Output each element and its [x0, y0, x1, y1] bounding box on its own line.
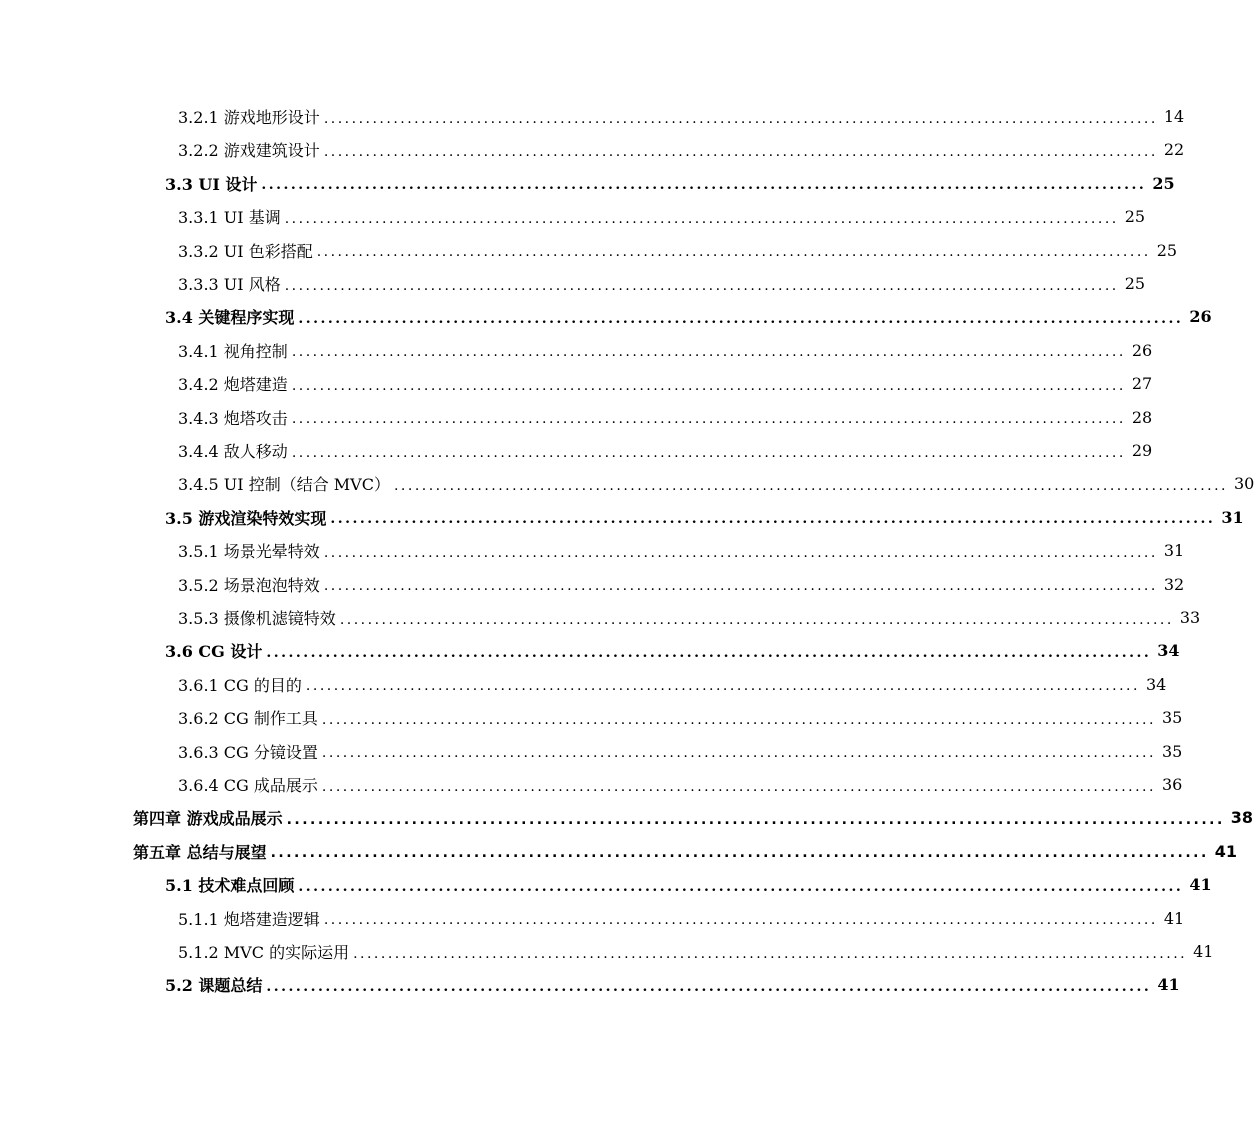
dot-leader: ........................................................................................................................ — [266, 978, 1152, 995]
toc-entry-page-number: 32 — [1163, 574, 1185, 594]
toc-entry-page-number: 36 — [1161, 775, 1183, 794]
toc-entry-page-number: 28 — [1131, 407, 1153, 427]
toc-entry[interactable] — [178, 701, 1183, 734]
dot-leader: ........................................................................................................................ — [330, 511, 1216, 528]
toc-entry-title: 3.4 关键程序实现 — [165, 308, 295, 328]
dot-leader: ........................................................................................................................ — [286, 811, 1225, 828]
toc-entry-page-number: 35 — [1161, 708, 1183, 728]
toc-entry[interactable] — [165, 167, 1175, 200]
toc-entry-page-number: 29 — [1131, 441, 1153, 460]
toc-entry[interactable] — [178, 668, 1167, 701]
dot-leader: ........................................................................................................................ — [321, 711, 1156, 728]
toc-entry-page-number: 41 — [1214, 841, 1238, 861]
toc-entry-page-number: 41 — [1189, 875, 1212, 895]
toc-entry-title: 5.1.1 炮塔建造逻辑 — [178, 909, 320, 929]
dot-leader: ........................................................................................................................ — [291, 344, 1126, 361]
toc-entry-page-number: 14 — [1163, 107, 1185, 126]
dot-leader: ........................................................................................................................ — [305, 678, 1140, 695]
dot-leader: ........................................................................................................................ — [291, 377, 1126, 394]
toc-entry-title: 3.4.1 视角控制 — [178, 341, 288, 361]
toc-entry-page-number: 35 — [1161, 741, 1183, 761]
dot-leader: ........................................................................................................................ — [298, 310, 1184, 327]
toc-entry-page-number: 26 — [1189, 307, 1212, 327]
toc-entry-title: 3.3.3 UI 风格 — [178, 275, 281, 294]
toc-entry[interactable] — [165, 501, 1244, 534]
toc-entry[interactable] — [178, 133, 1185, 166]
dot-leader: ........................................................................................................................ — [339, 611, 1174, 628]
toc-entry[interactable] — [178, 768, 1183, 801]
dot-leader: ........................................................................................................................ — [284, 210, 1119, 227]
toc-entry[interactable] — [178, 200, 1146, 233]
toc-entry[interactable] — [178, 534, 1185, 567]
toc-entry[interactable] — [133, 835, 1238, 868]
toc-entry-page-number: 22 — [1163, 140, 1185, 160]
toc-entry[interactable] — [165, 300, 1212, 333]
dot-leader: ........................................................................................................................ — [266, 644, 1152, 661]
dot-leader: ........................................................................................................................ — [291, 411, 1126, 428]
dot-leader: ........................................................................................................................ — [323, 143, 1158, 160]
toc-entry-title: 3.4.2 炮塔建造 — [178, 375, 288, 395]
toc-entry[interactable] — [178, 234, 1178, 267]
toc-entry-title: 第四章 游戏成品展示 — [133, 809, 283, 829]
toc-entry[interactable] — [178, 267, 1146, 300]
toc-entry-page-number: 25 — [1124, 274, 1146, 293]
dot-leader: ........................................................................................................................ — [270, 845, 1209, 862]
toc-entry[interactable] — [165, 634, 1180, 667]
toc-entry[interactable] — [178, 367, 1153, 400]
toc-entry-title: 3.4.5 UI 控制（结合 MVC） — [178, 475, 390, 495]
toc-entry-page-number: 34 — [1157, 641, 1180, 661]
dot-leader: ........................................................................................................................ — [323, 578, 1158, 595]
toc-entry-page-number: 25 — [1124, 207, 1146, 227]
toc-entry[interactable] — [178, 935, 1214, 968]
dot-leader: ........................................................................................................................ — [261, 177, 1147, 194]
toc-entry-title: 3.3.2 UI 色彩搭配 — [178, 241, 313, 261]
dot-leader: ........................................................................................................................ — [316, 244, 1151, 261]
toc-entry-title: 5.1.2 MVC 的实际运用 — [178, 943, 350, 962]
toc-entry-title: 5.1 技术难点回顾 — [165, 876, 295, 896]
dot-leader: ........................................................................................................................ — [298, 878, 1184, 895]
toc-entry-page-number: 27 — [1131, 374, 1153, 394]
toc-entry-page-number: 25 — [1152, 173, 1175, 193]
toc-entry-title: 第五章 总结与展望 — [133, 842, 267, 862]
toc-entry-page-number: 31 — [1221, 507, 1244, 527]
toc-entry[interactable] — [178, 467, 1254, 500]
toc-entry-page-number: 34 — [1145, 674, 1167, 694]
toc-entry-title: 3.4.4 敌人移动 — [178, 442, 288, 461]
toc-entry-page-number: 25 — [1156, 240, 1178, 260]
toc-entry[interactable] — [178, 568, 1185, 601]
dot-leader: ........................................................................................................................ — [323, 912, 1158, 929]
toc-entry-title: 3.2.1 游戏地形设计 — [178, 108, 320, 127]
toc-entry-title: 3.6.3 CG 分镜设置 — [178, 742, 318, 762]
toc-entry[interactable] — [178, 601, 1201, 634]
toc-entry-title: 3.4.3 炮塔攻击 — [178, 408, 288, 428]
toc-entry[interactable] — [178, 401, 1153, 434]
toc-entry-page-number: 26 — [1131, 340, 1153, 360]
toc-entry-page-number: 41 — [1193, 942, 1214, 961]
toc-entry[interactable] — [165, 968, 1180, 1001]
toc-entry-title: 3.6 CG 设计 — [165, 642, 263, 662]
toc-entry[interactable] — [178, 334, 1153, 367]
toc-entry-page-number: 31 — [1163, 541, 1185, 561]
toc-entry-page-number: 30 — [1234, 474, 1254, 494]
dot-leader: ........................................................................................................................ — [291, 444, 1126, 461]
dot-leader: ........................................................................................................................ — [284, 277, 1119, 294]
toc-entry-title: 3.6.1 CG 的目的 — [178, 675, 302, 695]
toc-entry-page-number: 33 — [1179, 608, 1201, 627]
toc-entry-title: 3.3.1 UI 基调 — [178, 208, 281, 228]
toc-entry-page-number: 38 — [1230, 808, 1254, 828]
toc-entry-title: 5.2 课题总结 — [165, 976, 263, 996]
dot-leader: ........................................................................................................................ — [321, 778, 1156, 795]
toc-entry-title: 3.5 游戏渲染特效实现 — [165, 508, 327, 528]
toc-entry[interactable] — [165, 868, 1212, 901]
toc-entry-title: 3.2.2 游戏建筑设计 — [178, 141, 320, 161]
dot-leader: ........................................................................................................................ — [323, 110, 1158, 127]
toc-entry-title: 3.3 UI 设计 — [165, 174, 258, 194]
toc-entry[interactable] — [178, 434, 1153, 467]
dot-leader: ........................................................................................................................ — [353, 945, 1188, 962]
dot-leader: ........................................................................................................................ — [323, 544, 1158, 561]
toc-entry[interactable] — [178, 735, 1183, 768]
toc-entry-title: 3.5.1 场景光晕特效 — [178, 542, 320, 562]
toc-entry-title: 3.6.2 CG 制作工具 — [178, 709, 318, 729]
toc-entry[interactable] — [133, 801, 1254, 834]
toc-entry-title: 3.5.2 场景泡泡特效 — [178, 575, 320, 595]
toc-entry[interactable] — [178, 100, 1185, 133]
toc-entry-page-number: 41 — [1163, 908, 1185, 928]
toc-entry-title: 3.6.4 CG 成品展示 — [178, 776, 318, 795]
toc-entry-page-number: 41 — [1157, 975, 1180, 995]
toc-entry[interactable] — [178, 902, 1185, 935]
dot-leader: ........................................................................................................................ — [321, 745, 1156, 762]
dot-leader: ........................................................................................................................ — [393, 477, 1228, 494]
toc-entry-title: 3.5.3 摄像机滤镜特效 — [178, 609, 336, 628]
